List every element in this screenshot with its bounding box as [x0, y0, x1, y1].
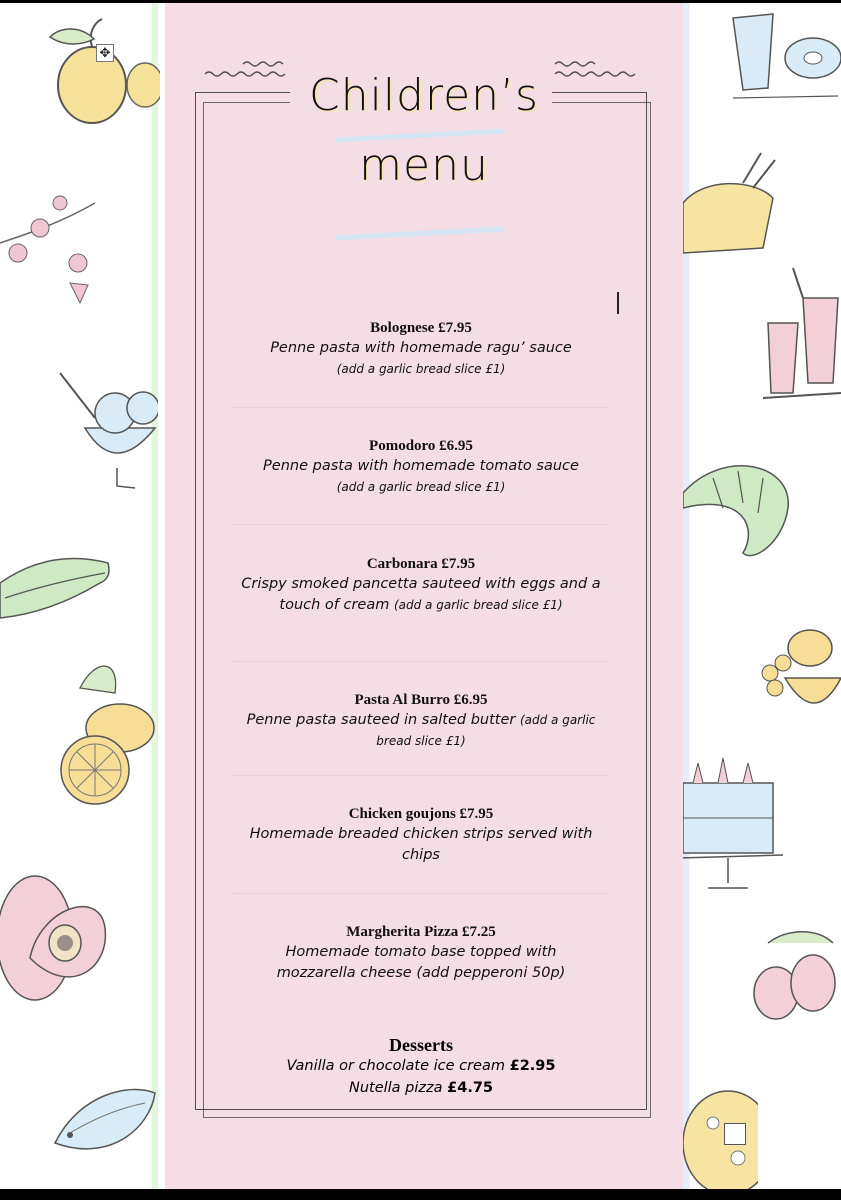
cheese-doodle-icon — [683, 1083, 758, 1193]
lemon-doodle-icon — [40, 658, 158, 818]
avocado-doodle-icon — [0, 868, 115, 1008]
menu-item-note: (add a garlic bread slice £1) — [376, 713, 596, 748]
menu-item — [205, 804, 637, 866]
right-decoration-panel — [683, 3, 841, 1189]
menu-item-note: (add a garlic bread slice £1) — [336, 480, 506, 494]
croissant-doodle-icon — [683, 453, 793, 573]
menu-item — [205, 690, 637, 752]
fruit-bowl-doodle-icon — [755, 618, 841, 733]
menu-item-description: Penne pasta with homemade tomato sauce (add a garlic bread slice £1) — [263, 458, 579, 494]
menu-item — [205, 922, 637, 984]
menu-item-name: Pasta Al Burro £6.95 — [354, 692, 488, 708]
berries-doodle-icon — [0, 183, 100, 313]
item-separator — [232, 893, 610, 894]
ice-cream-doodle-icon — [55, 368, 158, 498]
menu-item — [205, 318, 637, 380]
dessert-item-name: Vanilla or chocolate ice cream — [286, 1058, 505, 1074]
bottom-border — [0, 1189, 841, 1200]
dessert-item — [205, 1058, 637, 1074]
sandwich-doodle-icon — [0, 543, 115, 633]
menu-title-line2: menu — [359, 140, 489, 191]
item-separator — [232, 661, 610, 662]
menu-item — [205, 554, 637, 616]
cup-and-donut-doodle-icon — [728, 8, 841, 103]
dessert-item-price: £4.75 — [447, 1080, 494, 1096]
menu-item-description: Homemade breaded chicken strips served with chips — [249, 826, 593, 863]
salt-shaker-doodle-icon — [763, 263, 841, 413]
menu-item-note: (add a garlic bread slice £1) — [336, 362, 506, 376]
dessert-item-price: £2.95 — [509, 1058, 556, 1074]
cake-doodle-icon — [683, 743, 788, 893]
pears-doodle-icon — [748, 923, 841, 1023]
menu-item-name: Pomodoro £6.95 — [369, 438, 473, 454]
menu-item-name: Margherita Pizza £7.25 — [346, 924, 496, 940]
resize-handle-icon[interactable] — [724, 1123, 746, 1145]
move-handle-icon[interactable]: ✥ — [96, 44, 114, 62]
roast-chicken-doodle-icon — [683, 148, 778, 263]
menu-item-name: Carbonara £7.95 — [366, 556, 476, 572]
menu-item-description: Crispy smoked pancetta sauteed with eggs and a touch of cream (add a garlic bread slice £1) — [241, 576, 601, 613]
dessert-item-name: Nutella pizza — [348, 1080, 443, 1096]
desserts-heading: Desserts — [389, 1035, 453, 1055]
item-separator — [232, 524, 610, 525]
item-separator — [232, 775, 610, 776]
apple-doodle-icon — [20, 15, 160, 130]
menu-item-note: (add a garlic bread slice £1) — [393, 598, 563, 612]
menu-item-description: Penne pasta sauteed in salted butter (add a garlic bread slice £1) — [246, 712, 596, 748]
menu-title-line1: Children’s — [309, 70, 539, 121]
menu-item-name: Chicken goujons £7.95 — [348, 806, 494, 822]
item-separator — [232, 407, 610, 408]
menu-item-description: Penne pasta with homemade ragu’ sauce (add a garlic bread slice £1) — [270, 340, 572, 376]
text-cursor — [617, 292, 619, 314]
menu-item-description: Homemade tomato base topped with mozzarella cheese (add pepperoni 50p) — [276, 944, 566, 981]
menu-item — [205, 436, 637, 498]
left-decoration-panel — [0, 3, 158, 1189]
fish-doodle-icon — [50, 1073, 160, 1173]
menu-item-name: Bolognese £7.95 — [370, 320, 472, 336]
dessert-item — [205, 1080, 637, 1096]
